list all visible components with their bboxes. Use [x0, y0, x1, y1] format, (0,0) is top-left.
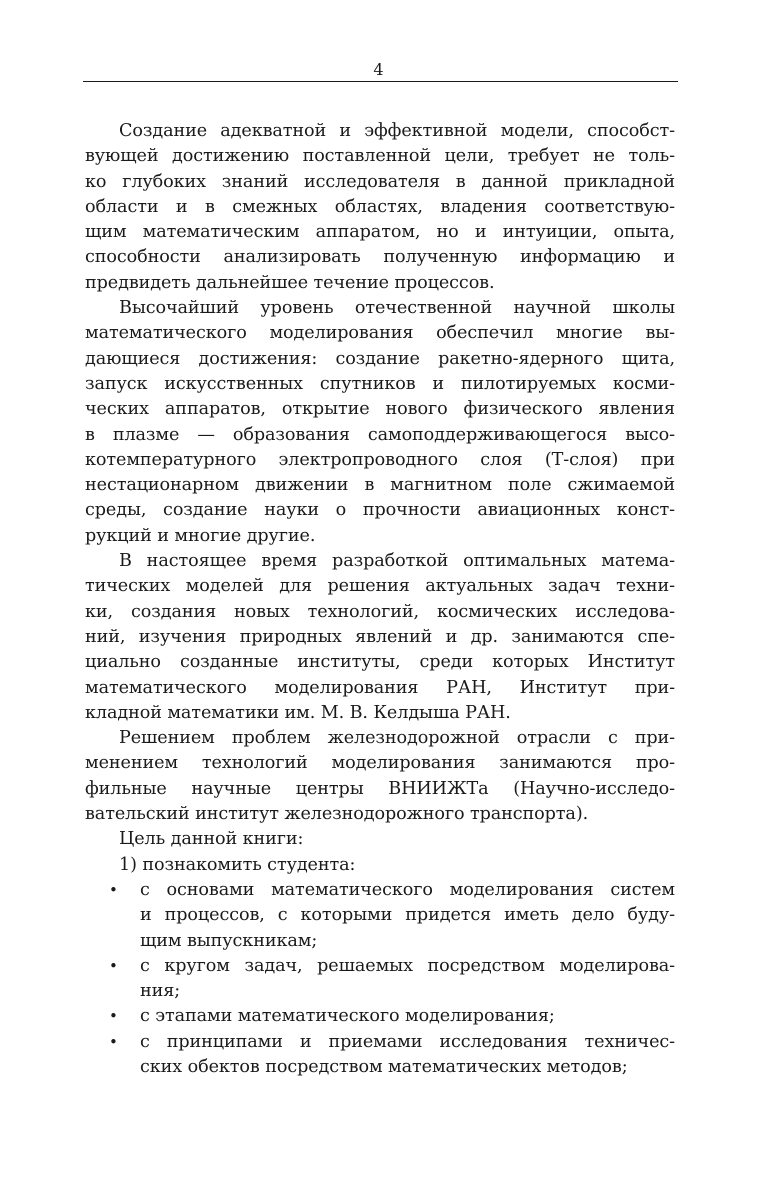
- text-line: Решением проблем железнодорожной отрасли с при-: [119, 728, 675, 749]
- text-line: котемпературного электропроводного слоя (Т-слоя) при: [85, 449, 675, 470]
- text-line: рукций и многие другие.: [85, 525, 316, 546]
- text-line: менением технологий моделирования занимаются про-: [85, 753, 675, 774]
- text-line: предвидеть дальнейшее течение процессов.: [85, 272, 495, 293]
- paragraph-model-creation: [85, 119, 675, 296]
- text-line: математического моделирования обеспечил многие вы-: [85, 323, 675, 344]
- text-line: с кругом задач, решаемых посредством моделирова-: [140, 955, 675, 976]
- text-line: дающиеся достижения: создание ракетно-ядерного щита,: [85, 348, 675, 369]
- page-body: [85, 119, 675, 1080]
- page-number: 4: [373, 60, 384, 79]
- bullet-icon: •: [109, 956, 118, 975]
- list-intro: 1) познакомить студента:: [119, 854, 356, 875]
- text-line: В настоящее время разработкой оптимальных матема-: [119, 551, 675, 572]
- text-line: запуск искусственных спутников и пилотируемых косми-: [85, 373, 675, 394]
- paragraph-railway: [85, 726, 675, 827]
- header-rule: [83, 81, 678, 82]
- text-line: математического моделирования РАН, Институт при-: [85, 677, 675, 698]
- text-line: и процессов, с которыми придется иметь дело буду-: [140, 905, 675, 926]
- text-line: вующей достижению поставленной цели, требует не толь-: [85, 146, 675, 167]
- text-line: с этапами математического моделирования;: [140, 1006, 555, 1027]
- text-line: среды, создание науки о прочности авиационных конст-: [85, 500, 675, 521]
- text-line: ки, создания новых технологий, космических исследова-: [85, 601, 675, 622]
- goal-bullet-list: [85, 878, 675, 1080]
- text-line: вательский институт железнодорожного транспорта).: [85, 804, 589, 825]
- text-line: ческих аппаратов, открытие нового физического явления: [85, 399, 675, 420]
- text-line: тических моделей для решения актуальных задач техни-: [85, 576, 675, 597]
- text-line: фильные научные центры ВНИИЖТа (Научно-исследо-: [85, 778, 675, 799]
- text-line: в плазме — образования самоподдерживающегося высо-: [85, 424, 675, 445]
- text-line: области и в смежных областях, владения соответствую-: [85, 196, 675, 217]
- text-line: ния;: [140, 981, 181, 1002]
- text-line: с принципами и приемами исследования техничес-: [140, 1031, 675, 1052]
- paragraph-national-school: [85, 296, 675, 549]
- list-item: [85, 1030, 675, 1081]
- text-line: циально созданные институты, среди которых Институт: [85, 652, 675, 673]
- text-line: ний, изучения природных явлений и др. занимаются спе-: [85, 626, 675, 647]
- text-line: ко глубоких знаний исследователя в данной прикладной: [85, 171, 675, 192]
- text-line: щим математическим аппаратом, но и интуиции, опыта,: [85, 222, 675, 243]
- bullet-icon: •: [109, 1007, 118, 1026]
- paragraph-institutes: [85, 549, 675, 726]
- text-line: нестационарном движении в магнитном поле сжимаемой: [85, 475, 675, 496]
- list-item: [85, 954, 675, 1005]
- text-line: кладной математики им. М. В. Келдыша РАН.: [85, 702, 511, 723]
- goal-heading: Цель данной книги:: [119, 829, 304, 850]
- text-line: Высочайший уровень отечественной научной школы: [119, 298, 675, 319]
- text-line: с основами математического моделирования систем: [140, 879, 675, 900]
- text-line: щим выпускникам;: [140, 930, 318, 951]
- text-line: Создание адекватной и эффективной модели, способст-: [119, 121, 675, 141]
- bullet-icon: •: [109, 880, 118, 899]
- list-item: [85, 1004, 675, 1029]
- text-line: ских обектов посредством математических методов;: [140, 1056, 628, 1077]
- list-item: [85, 878, 675, 954]
- text-line: способности анализировать полученную информацию и: [85, 247, 675, 268]
- bullet-icon: •: [109, 1032, 118, 1051]
